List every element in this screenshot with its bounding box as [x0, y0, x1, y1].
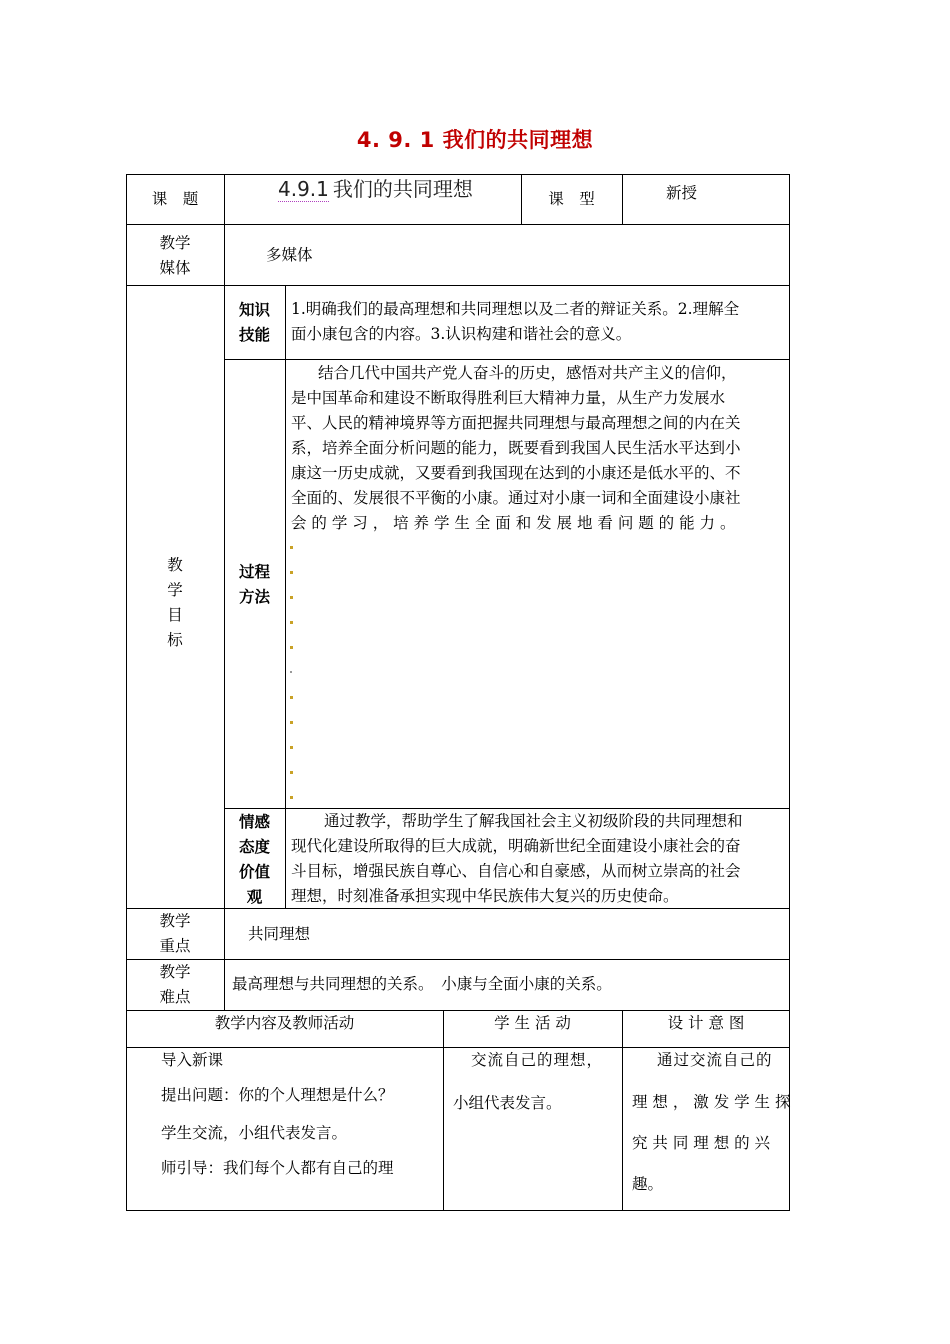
paragraph-mark	[290, 671, 292, 673]
objectives-label-3: 目	[167, 606, 183, 624]
lesson-title	[278, 175, 473, 203]
student-line-1: 交流自己的理想，	[471, 1051, 604, 1069]
column-header-student: 学 生 活 动	[494, 1014, 571, 1032]
lesson-number: 4.9.1	[278, 177, 329, 201]
emotion-label-1: 情感	[238, 813, 270, 831]
knowledge-line-2: 面小康包含的内容。3.认识构建和谐社会的意义。	[291, 325, 632, 343]
process-line-1: 结合几代中国共产党人奋斗的历史，感悟对共产主义的信仰，	[318, 364, 737, 382]
teacher-line-1: 导入新课	[161, 1051, 224, 1069]
emotion-line-4: 理想，时刻准备承担实现中华民族伟大复兴的历史使命。	[291, 887, 679, 905]
difficulty-label-2: 难点	[159, 988, 191, 1006]
process-label-2: 方法	[238, 588, 270, 606]
paragraph-mark	[290, 646, 293, 649]
process-line-3: 平、人民的精神境界等方面把握共同理想与最高理想之间的内在关	[291, 414, 741, 432]
difficulty-value: 最高理想与共同理想的关系。 小康与全面小康的关系。	[232, 975, 612, 993]
lesson-name: 我们的共同理想	[332, 177, 473, 201]
teacher-line-3: 学生交流，小组代表发言。	[161, 1124, 348, 1142]
paragraph-mark	[290, 596, 293, 599]
paragraph-mark	[290, 546, 293, 549]
key-point-row	[126, 908, 790, 960]
paragraph-mark	[290, 571, 293, 574]
emotion-label-3: 价值	[238, 863, 270, 881]
design-line-4: 趣。	[632, 1175, 664, 1193]
type-label: 课 型	[548, 190, 595, 208]
paragraph-mark	[290, 696, 293, 699]
column-header-teacher: 教学内容及教师活动	[214, 1014, 355, 1032]
knowledge-label-2: 技能	[238, 326, 270, 344]
media-value: 多媒体	[266, 246, 313, 264]
teacher-line-4: 师引导：我们每个人都有自己的理	[161, 1159, 394, 1177]
teacher-line-2: 提出问题：你的个人理想是什么？	[161, 1086, 394, 1104]
paragraph-mark	[290, 721, 293, 724]
media-label-1: 教学	[159, 234, 191, 252]
key-point-label-1: 教学	[159, 912, 191, 930]
media-row	[126, 224, 790, 286]
process-line-5: 康这一历史成就，又要看到我国现在达到的小康还是低水平的、不	[291, 464, 741, 482]
design-line-1: 通过交流自己的	[657, 1051, 773, 1069]
document-title: 4. 9. 1 我们的共同理想	[356, 128, 594, 152]
paragraph-mark	[290, 796, 293, 799]
knowledge-line-1: 1.明确我们的最高理想和共同理想以及二者的辩证关系。2.理解全	[291, 300, 740, 318]
difficulty-label-1: 教学	[159, 963, 191, 981]
emotion-line-3: 斗目标，增强民族自尊心、自信心和自豪感，从而树立崇高的社会	[291, 862, 741, 880]
design-line-3: 究 共 同 理 想 的 兴	[632, 1134, 771, 1152]
objectives-label-2: 学	[167, 581, 183, 599]
process-label-1: 过程	[238, 563, 270, 581]
column-header-design: 设 计 意 图	[667, 1014, 745, 1032]
media-label-2: 媒体	[159, 259, 191, 277]
key-point-value: 共同理想	[248, 925, 311, 943]
key-point-label-2: 重点	[159, 937, 191, 955]
knowledge-label-1: 知识	[238, 301, 270, 319]
lesson-label: 课 题	[151, 190, 199, 208]
emotion-label-2: 态度	[238, 838, 270, 856]
design-line-2: 理 想 ， 激 发 学 生 探	[632, 1093, 791, 1111]
process-line-4: 系，培养全面分析问题的能力，既要看到我国人民生活水平达到小	[291, 439, 741, 457]
objectives-label-1: 教	[167, 556, 183, 574]
student-line-2: 小组代表发言。	[453, 1094, 562, 1112]
emotion-label-4: 观	[246, 888, 263, 906]
type-value: 新授	[666, 184, 698, 202]
objectives-label-4: 标	[167, 631, 183, 649]
process-line-6: 全面的、发展很不平衡的小康。通过对小康一词和全面建设小康社	[291, 489, 741, 507]
process-line-7: 会 的 学 习 ， 培 养 学 生 全 面 和 发 展 地 看 问 题 的 能 力 。	[291, 514, 736, 532]
emotion-line-1: 通过教学，帮助学生了解我国社会主义初级阶段的共同理想和	[324, 812, 743, 830]
paragraph-mark	[290, 621, 293, 624]
process-line-2: 是中国革命和建设不断取得胜利巨大精神力量，从生产力发展水	[291, 389, 726, 407]
paragraph-mark	[290, 746, 293, 749]
paragraph-mark	[290, 771, 293, 774]
emotion-line-2: 现代化建设所取得的巨大成就，明确新世纪全面建设小康社会的奋	[291, 837, 741, 855]
